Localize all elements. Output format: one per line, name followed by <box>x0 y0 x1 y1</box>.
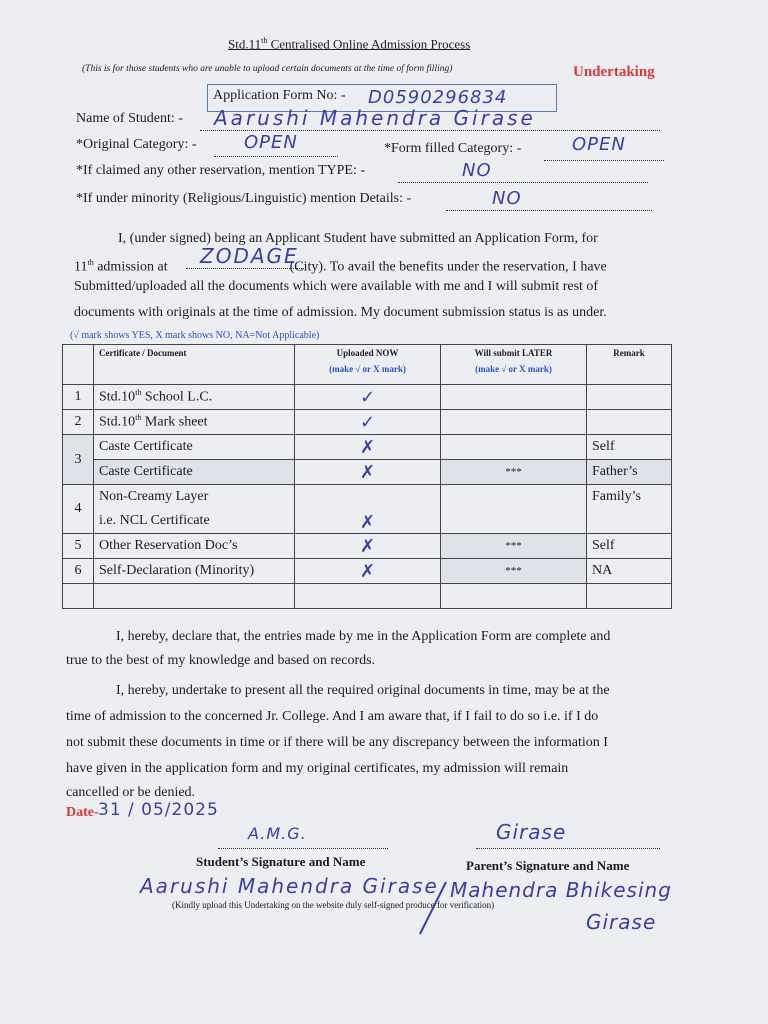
row-remark <box>587 410 672 435</box>
table-row <box>63 559 672 584</box>
header-number <box>63 345 94 385</box>
table-row <box>63 485 672 534</box>
document-subnote: (This is for those students who are unable to upload certain documents at the time of form filling) <box>82 64 453 74</box>
row-number: 1 <box>63 385 94 410</box>
row-remark: Family’s <box>587 485 672 534</box>
row-remark: NA <box>587 559 672 584</box>
other-reservation-value: NO <box>462 160 492 181</box>
application-number-label: Application Form No: - <box>213 88 346 103</box>
parent-signature: Girase <box>496 820 567 844</box>
row-uploaded-now: ✗ <box>295 460 441 485</box>
statement-2-line-3: not submit these documents in time or if there will be any discrepancy between the information I <box>66 735 608 750</box>
row-uploaded-now: ✗ <box>295 485 441 534</box>
form-filled-category-label: *Form filled Category: - <box>384 141 522 156</box>
parent-written-name-line-1: Mahendra Bhikesing <box>450 878 672 902</box>
row-submit-later: *** <box>441 460 587 485</box>
statement-2-line-1: I, hereby, undertake to present all the required original documents in time, may be at the <box>116 683 610 698</box>
row-submit-later <box>441 485 587 534</box>
header-document: Certificate / Document <box>94 345 295 385</box>
student-name-value: Aarushi Mahendra Girase <box>214 106 536 130</box>
row-number: 3 <box>63 435 94 485</box>
city-line <box>186 268 304 269</box>
other-reservation-line <box>398 182 648 183</box>
header-remark: Remark <box>587 345 672 385</box>
original-category-label: *Original Category: - <box>76 137 197 152</box>
original-category-value: OPEN <box>244 132 298 153</box>
table-row <box>63 460 672 485</box>
header-submit-later: Will submit LATER (make √ or X mark) <box>441 345 587 385</box>
row-submit-later <box>441 385 587 410</box>
statement-1-line-2: true to the best of my knowledge and based on records. <box>66 653 376 668</box>
row-remark <box>587 385 672 410</box>
document-title: Std.11th Centralised Online Admission Process <box>228 36 471 52</box>
undertaking-heading: Undertaking <box>573 64 655 80</box>
row-uploaded-now: ✗ <box>295 435 441 460</box>
row-document: Other Reservation Doc’s <box>94 534 295 559</box>
statement-1-line-1: I, hereby, declare that, the entries made by me in the Application Form are complete and <box>116 629 611 644</box>
row-submit-later <box>441 435 587 460</box>
row-number: 2 <box>63 410 94 435</box>
minority-label: *If under minority (Religious/Linguistic) mention Details: - <box>76 191 412 206</box>
row-document: Std.10th School L.C. <box>94 385 295 410</box>
other-reservation-label: *If claimed any other reservation, mention TYPE: - <box>76 163 365 178</box>
document-status-table <box>62 344 672 609</box>
parent-signature-line <box>476 848 660 849</box>
minority-line <box>446 210 652 211</box>
city-value: ZODAGE <box>200 244 299 268</box>
statement-2-line-5: cancelled or be denied. <box>66 785 196 800</box>
application-number-value: D0590296834 <box>368 87 508 108</box>
table-row-empty <box>63 584 672 609</box>
table-header-row <box>63 345 672 385</box>
date-label: Date- <box>66 805 99 820</box>
original-category-line <box>214 156 338 157</box>
row-document: Std.10th Mark sheet <box>94 410 295 435</box>
row-uploaded-now: ✓ <box>295 410 441 435</box>
row-document: Caste Certificate <box>94 460 295 485</box>
row-remark: Self <box>587 534 672 559</box>
statement-2-line-4: have given in the application form and my original certificates, my admission will remain <box>66 761 569 776</box>
row-submit-later: *** <box>441 559 587 584</box>
declaration-line-3: Submitted/uploaded all the documents which were available with me and I will submit rest of <box>74 279 599 294</box>
declaration-line-4: documents with originals at the time of admission. My document submission status is as under. <box>74 305 607 320</box>
table-row <box>63 534 672 559</box>
row-number: 6 <box>63 559 94 584</box>
minority-value: NO <box>492 188 522 209</box>
student-signature-label: Student’s Signature and Name <box>196 854 366 869</box>
row-submit-later <box>441 410 587 435</box>
table-row <box>63 385 672 410</box>
row-document: Caste Certificate <box>94 435 295 460</box>
declaration-line-2: 11th admission at (City). To avail the benefits under the reservation, I have <box>74 258 607 275</box>
row-submit-later: *** <box>441 534 587 559</box>
date-value: 31 / 05/2025 <box>98 800 219 820</box>
parent-written-name-line-2: Girase <box>586 910 657 934</box>
statement-2-line-2: time of admission to the concerned Jr. College. And I am aware that, if I fail to do so i.e. if I do <box>66 709 599 724</box>
row-document: Self-Declaration (Minority) <box>94 559 295 584</box>
row-number: 4 <box>63 485 94 534</box>
form-filled-category-value: OPEN <box>572 134 626 155</box>
student-signature-line <box>218 848 388 849</box>
table-row <box>63 410 672 435</box>
declaration-line-1: I, (under signed) being an Applicant Student have submitted an Application Form, for <box>118 231 598 246</box>
student-signature: A.M.G. <box>248 824 307 843</box>
form-filled-category-line <box>544 160 664 161</box>
mark-legend: (√ mark shows YES, X mark shows NO, NA=Not Applicable) <box>70 330 320 341</box>
row-remark: Self <box>587 435 672 460</box>
student-written-name: Aarushi Mahendra Girase <box>140 874 439 898</box>
table-row <box>63 435 672 460</box>
row-document: Non-Creamy Layer i.e. NCL Certificate <box>94 485 295 534</box>
student-name-label: Name of Student: - <box>76 111 183 126</box>
row-number: 5 <box>63 534 94 559</box>
row-uploaded-now: ✓ <box>295 385 441 410</box>
row-remark: Father’s <box>587 460 672 485</box>
header-uploaded-now: Uploaded NOW (make √ or X mark) <box>295 345 441 385</box>
parent-signature-label: Parent’s Signature and Name <box>466 858 630 873</box>
row-uploaded-now: ✗ <box>295 534 441 559</box>
upload-instruction: (Kindly upload this Undertaking on the website duly self-signed produce for verification) <box>172 900 495 910</box>
student-name-line <box>200 130 660 131</box>
row-uploaded-now: ✗ <box>295 559 441 584</box>
